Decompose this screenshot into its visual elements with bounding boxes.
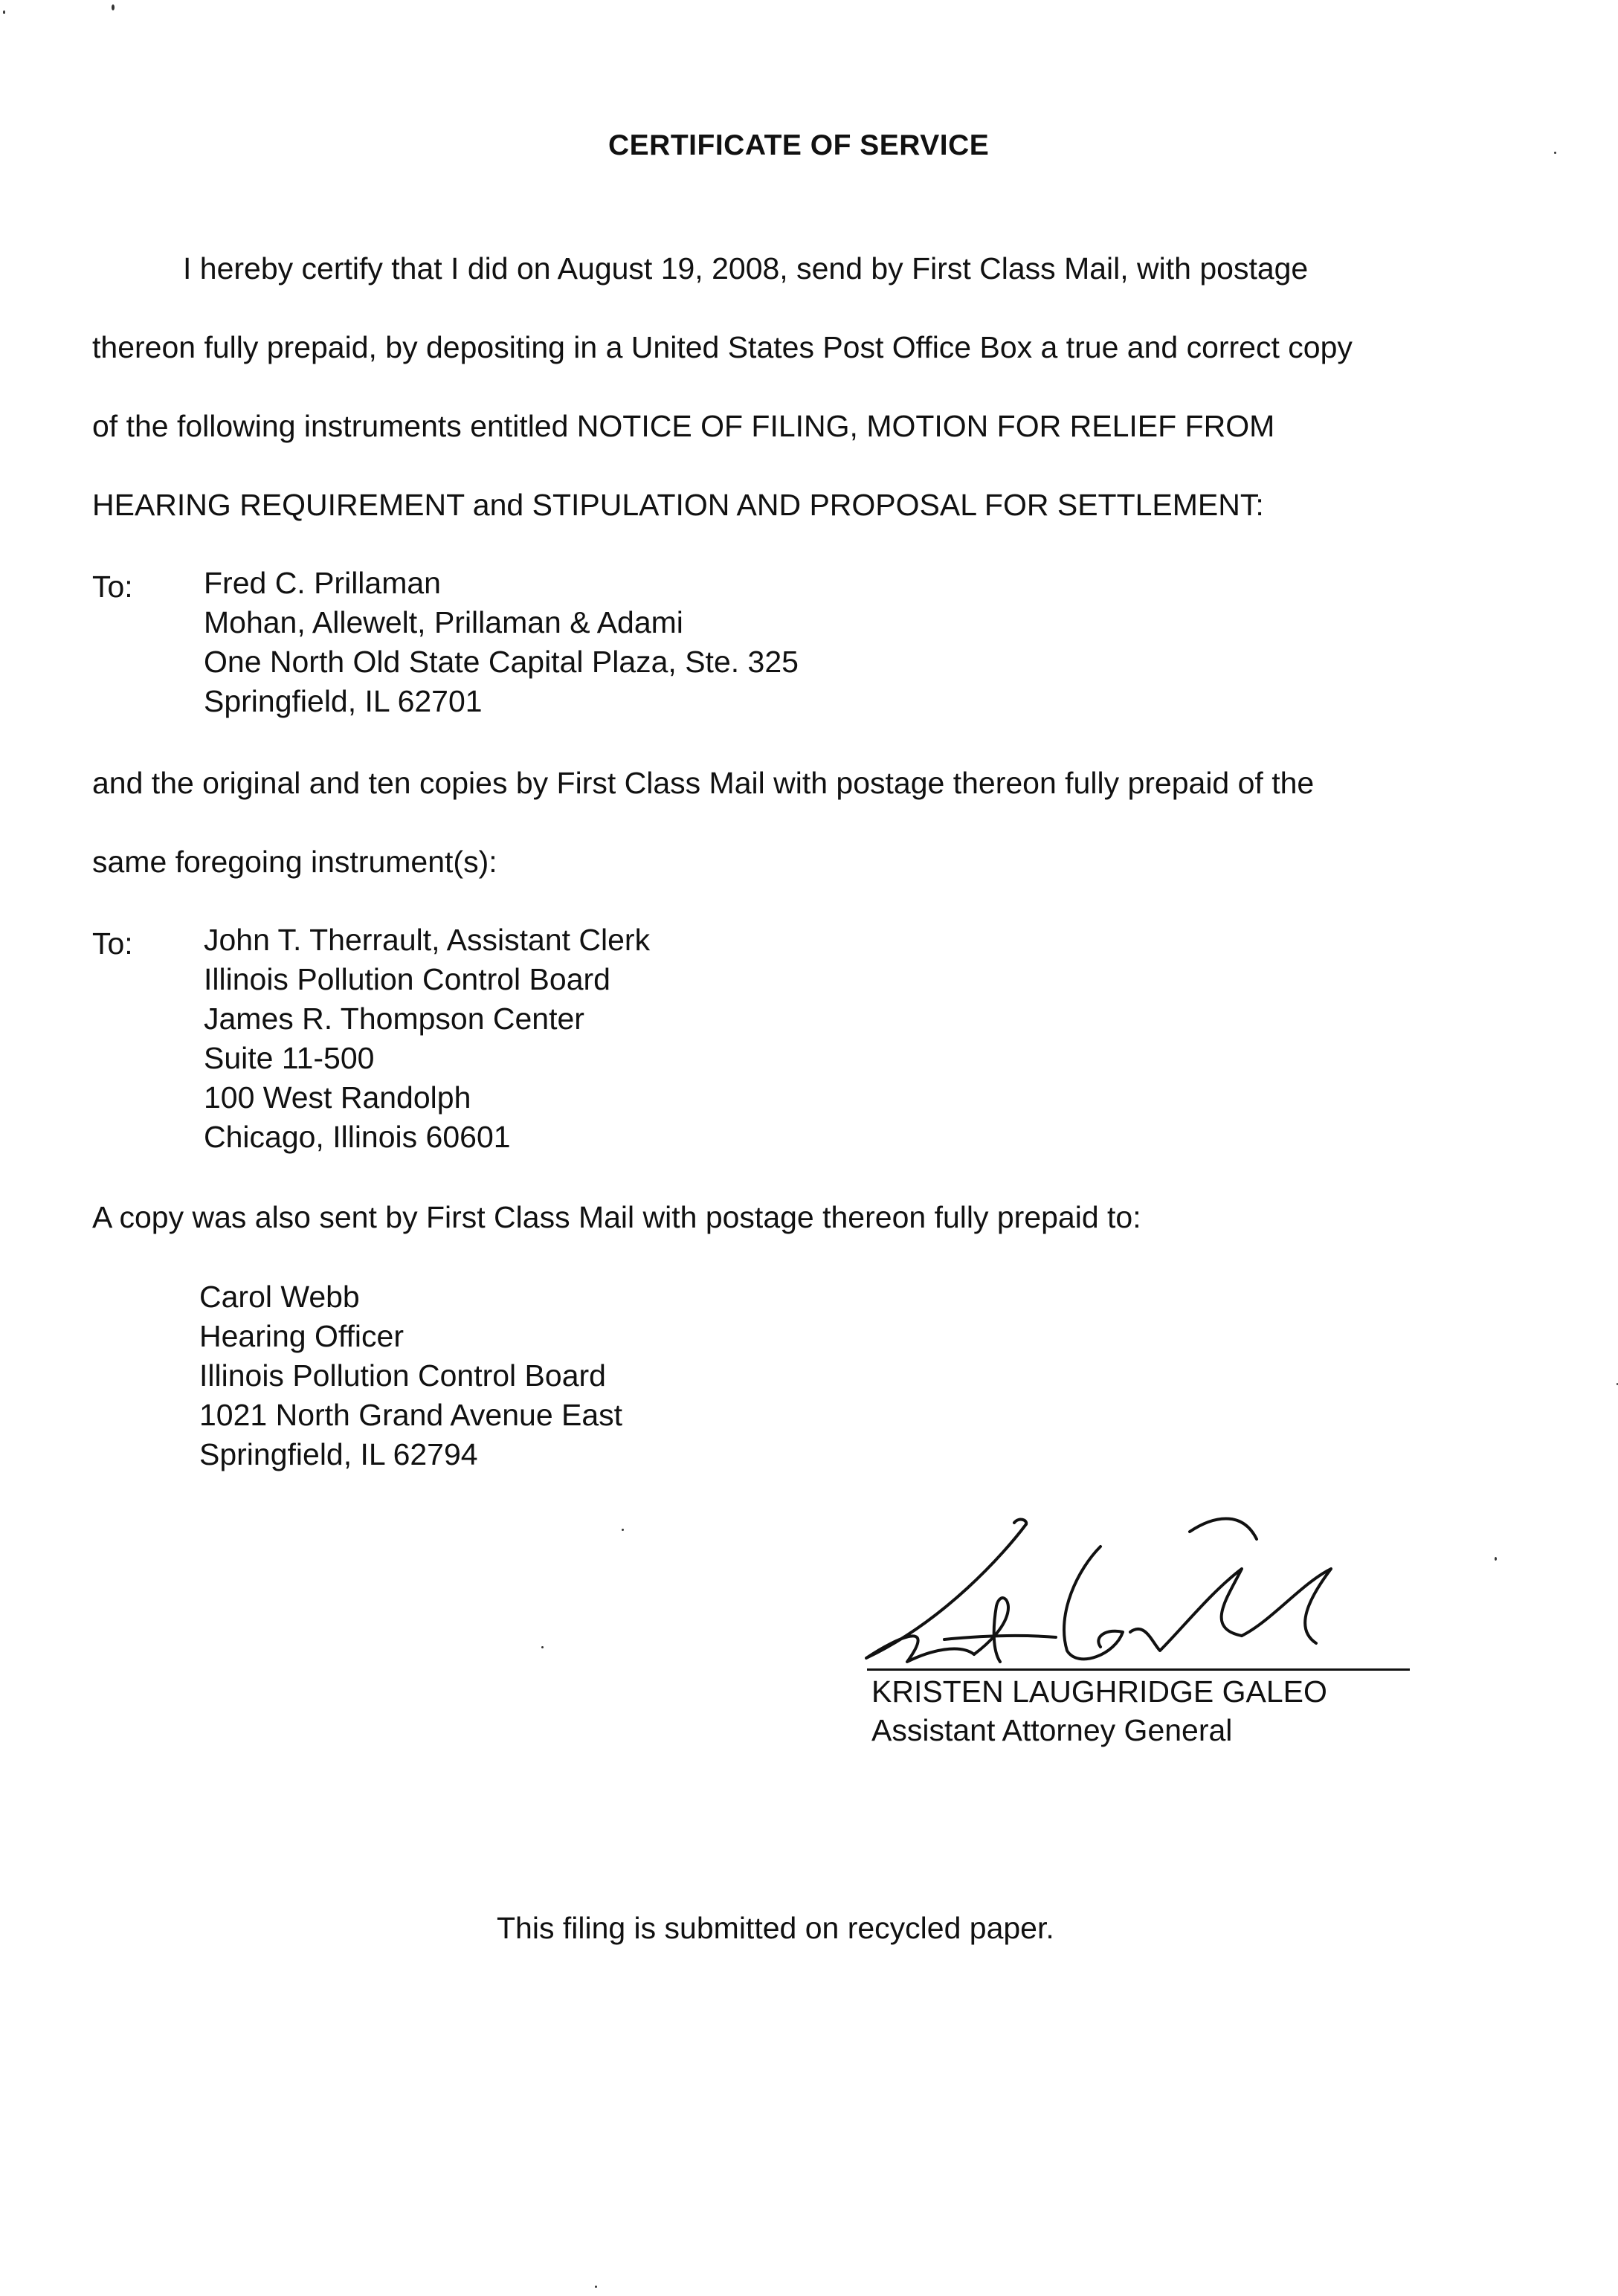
- recipient-2-org: Illinois Pollution Control Board: [204, 962, 610, 996]
- signature-line: [867, 1668, 1410, 1671]
- scan-speck: [1554, 152, 1556, 154]
- scan-speck: [595, 2286, 597, 2288]
- handwritten-signature: [855, 1502, 1376, 1688]
- recycled-paper-note: This filing is submitted on recycled paper.: [497, 1911, 1054, 1945]
- recipient-3-city: Springfield, IL 62794: [199, 1437, 478, 1471]
- recipient-2-address: [204, 920, 650, 1157]
- scan-speck: [622, 1529, 624, 1531]
- recipient-3-title: Hearing Officer: [199, 1319, 404, 1353]
- intro-line-1: I hereby certify that I did on August 19, 2008, send by First Class Mail, with postage: [183, 251, 1309, 286]
- recipient-1-street: One North Old State Capital Plaza, Ste. 325: [204, 645, 799, 679]
- scan-speck: [3, 10, 5, 14]
- recipient-2-building: James R. Thompson Center: [204, 1002, 584, 1036]
- recipient-3-org: Illinois Pollution Control Board: [199, 1358, 606, 1393]
- recipient-1-label: To:: [92, 570, 133, 604]
- signer-role: Assistant Attorney General: [871, 1713, 1233, 1747]
- original-line-1: and the original and ten copies by First Class Mail with postage thereon fully prepaid of the: [92, 766, 1315, 800]
- recipient-1-address: [204, 564, 799, 721]
- recipient-1-firm: Mohan, Allewelt, Prillaman & Adami: [204, 605, 683, 639]
- signer-name: KRISTEN LAUGHRIDGE GALEO: [871, 1674, 1327, 1709]
- recipient-1-city: Springfield, IL 62701: [204, 684, 483, 718]
- document-title: CERTIFICATE OF SERVICE: [608, 129, 990, 161]
- scan-speck: [541, 1646, 544, 1648]
- recipient-2-city: Chicago, Illinois 60601: [204, 1120, 511, 1154]
- recipient-2-name: John T. Therrault, Assistant Clerk: [204, 923, 651, 957]
- recipient-3-street: 1021 North Grand Avenue East: [199, 1398, 623, 1432]
- recipient-2-street: 100 West Randolph: [204, 1080, 471, 1115]
- original-line-2: same foregoing instrument(s):: [92, 845, 497, 879]
- scan-speck: [1495, 1557, 1497, 1561]
- intro-line-3: of the following instruments entitled NOTICE OF FILING, MOTION FOR RELIEF FROM: [92, 409, 1275, 443]
- intro-line-2: thereon fully prepaid, by depositing in a United States Post Office Box a true and correct copy: [92, 330, 1353, 364]
- recipient-3-name: Carol Webb: [199, 1280, 360, 1314]
- recipient-2-suite: Suite 11-500: [204, 1041, 375, 1075]
- recipient-2-label: To:: [92, 926, 133, 961]
- intro-line-4: HEARING REQUIREMENT and STIPULATION AND PROPOSAL FOR SETTLEMENT:: [92, 488, 1264, 522]
- copy-line: A copy was also sent by First Class Mail with postage thereon fully prepaid to:: [92, 1200, 1141, 1234]
- recipient-3-address: [199, 1277, 622, 1474]
- recipient-1-name: Fred C. Prillaman: [204, 566, 441, 600]
- scan-speck: [112, 4, 115, 10]
